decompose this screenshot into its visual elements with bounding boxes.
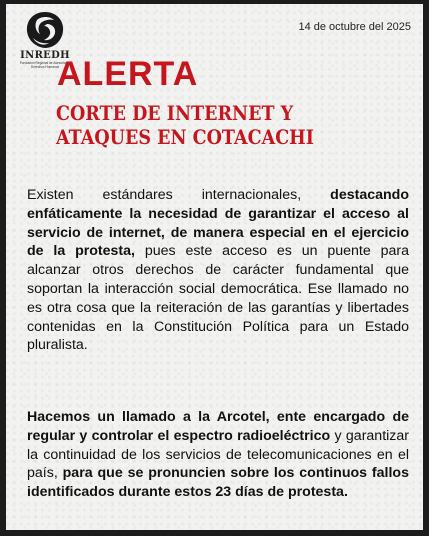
headline-line-1: CORTE DE INTERNET Y (56, 102, 294, 125)
alert-card (6, 4, 423, 530)
logo-tagline: Fundación Regional de Asesoría en Derechos Humanos (19, 61, 71, 69)
paragraph-2-bold-2: para que se pronuncien sobre los continuos fallos identificados durante estos 23 días de protesta. (27, 465, 409, 501)
logo-emblem-icon (23, 10, 67, 50)
logo-name: INREDH (20, 50, 70, 61)
paragraph-2 (27, 408, 409, 502)
headline (56, 102, 380, 150)
paragraph-2-text-1: y garantizar la continuidad de los servicios de telecomunicaciones en el país, (27, 427, 409, 482)
headline-line-2: ATAQUES EN COTACACHI (56, 126, 314, 149)
paragraph-1-bold-1: destacando enfáticamente la necesidad de garantizar el acceso al servicio de internet, de manera especial en el ejercicio de la protesta, (27, 187, 409, 260)
paragraph-1-text-2: pues este acceso es un puente para alcanzar otros derechos de carácter fundamental que soportan la interacción social democrática. Ese llamado no es otra cosa que la reiteración de las garantías y libertades contenidas en la Constitución Política para un Estado pluralista. (27, 243, 409, 354)
paragraph-1 (27, 186, 409, 355)
paragraph-1-text-1: Existen estándares internacionales, (27, 187, 331, 203)
publication-date: 14 de octubre del 2025 (298, 21, 411, 33)
alert-title: ALERTA (57, 55, 199, 93)
paragraph-2-bold-1: Hacemos un llamado a la Arcotel, ente encargado de regular y controlar el espectro radioeléctrico (27, 409, 409, 444)
